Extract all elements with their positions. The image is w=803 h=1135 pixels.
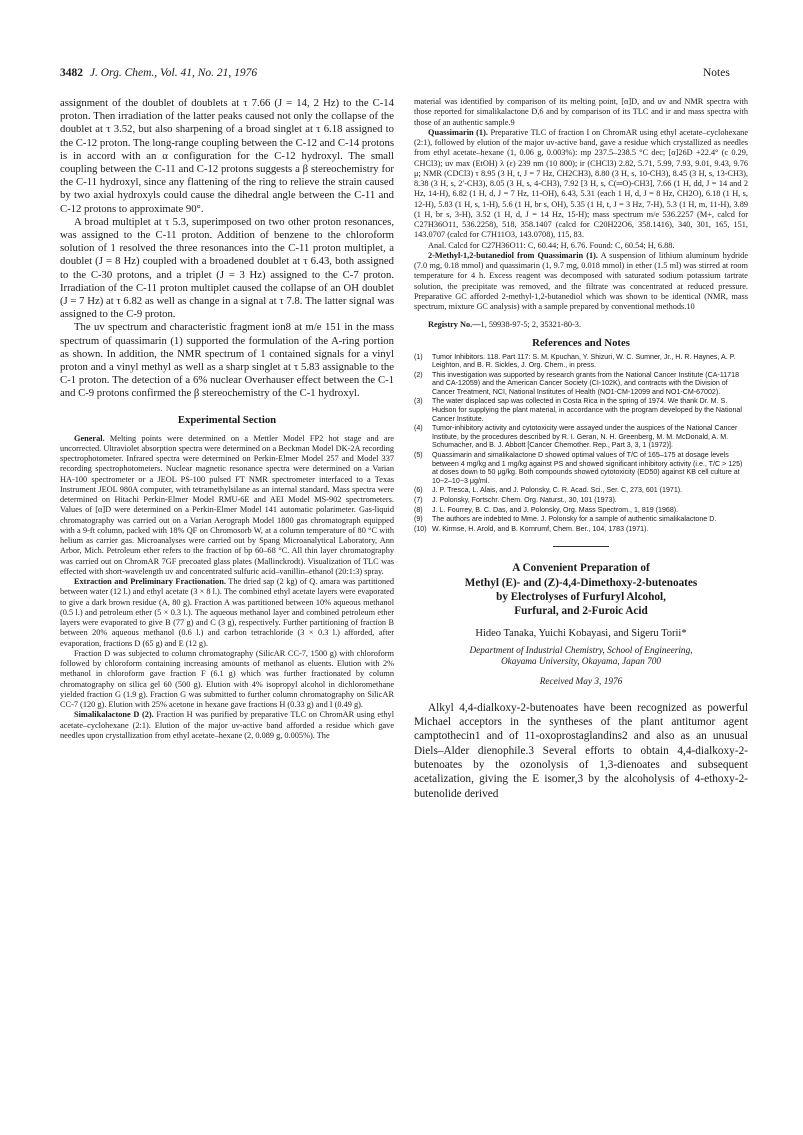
fraction-paragraph: Fraction D was subjected to column chromatography (SilicAR CC-7, 1500 g) with chloroform followed by chloroform containing increasing amounts of methanol as eluents. Elution with 2% methanol in chloroform gave fraction F (6.1 g) which was further fractionated by column chromatography on silica gel 60 (500 g). Elution with 4% isopropyl alcohol in dichloromethane yielded fraction G (1.9 g). Fraction G was submitted to further column chromatography on SilicAR CC-7 (120 g). Elution with 25% acetone in hexane gave fractions H (0.33 g) and I (0.49 g). [60,648,394,710]
page-number: 3482 [60,67,83,79]
reference-item [414,515,748,524]
section-divider [553,546,609,547]
reference-item [414,496,748,505]
reference-item [414,353,748,370]
reference-item [414,506,748,515]
body-paragraph: A broad multiplet at τ 5.3, superimposed on two other proton resonances, was assigned to the C-11 proton. Addition of benzene to the chloroform solution of 1 resolved the three resonances into the C-11 proton multiplet, a doublet (J = 8 Hz) coupled with a broadened doublet at τ 6.43, both assigned to the C-30 protons, and a triplet (J = 3 Hz) assigned to the C-7 proton. Irradiation of the C-11 proton multiplet caused the collapse of an OH doublet (J = 7 Hz) at τ 6.82 as well as change in a signal at τ 7.8. The latter signal was assigned to the C-9 proton. [60,215,394,321]
reference-number: (6) [414,486,423,495]
quassimarin-paragraph [414,128,748,241]
registry-label: Registry No.— [428,320,481,330]
article-title [414,561,748,618]
reference-item [414,486,748,495]
paragraph-text: Fraction H was purified by preparative TLC on ChromAR using ethyl acetate–cyclohexane (2:1). Elution of the major uv-active band afforded a residue which gave needles upon crystallization from ethyl acetate–hexane (2, 0.089 g, 0.005%). The [60,710,395,740]
journal-citation: J. Org. Chem., Vol. 41, No. 21, 1976 [89,67,258,79]
reference-item [414,525,748,534]
article-authors: Hideo Tanaka, Yuichi Kobayasi, and Sigeru Torii* [475,627,687,639]
paragraph-label: 2-Methyl-1,2-butanediol from Quassimarin (1). [428,250,599,260]
reference-number: (9) [414,515,423,524]
references-heading: References and Notes [532,336,630,349]
general-paragraph [60,434,394,578]
article-affiliation [414,646,748,669]
reference-list [414,353,748,534]
reference-text: J. L. Fourrey, B. C. Das, and J. Polonsky, Org. Mass Spectrom., 1, 819 (1968). [432,505,679,514]
simalikalactone-paragraph [60,710,394,741]
affiliation-line: Okayama University, Okayama, Japan 700 [500,657,662,668]
reference-item [414,424,748,450]
title-line: A Convenient Preparation of [512,562,650,575]
reference-number: (3) [414,397,423,406]
experimental-heading: Experimental Section [177,413,277,426]
title-line: Furfural, and 2-Furoic Acid [514,605,648,618]
left-column [60,97,394,741]
reference-text: J. P. Tresca, L. Alais, and J. Polonsky, C. R. Acad. Sci., Ser. C, 273, 601 (1971). [432,486,683,495]
reference-text: The authors are indebted to Mme. J. Polonsky for a sample of authentic simalikalactone D. [432,515,717,524]
title-line: Methyl (E)- and (Z)-4,4-Dimethoxy-2-butenoates [464,576,698,589]
title-line: by Electrolyses of Furfuryl Alcohol, [496,590,666,603]
paragraph-label: General. [74,433,105,443]
paragraph-text: The dried sap (2 kg) of Q. amara was partitioned between water (12 l.) and ethyl acetate (3 × 8 l.). The combined ethyl acetate layers were evaporated to give a dark brown residue (A, 80 g). Fraction A was partitioned between 10% aqueous methanol (0.5 l.) and petroleum ether (5 × 0.3 l.). The aqueous methanol layer and combined petroleum ether layers were evaporated to give B (77 g) and C (3 g), respectively. Further partitioning of fraction B between 20% aqueous methanol (0.6 l.) and carbon tetrachloride (3 × 0.3 l.) afforded, after evaporation, fractions D (65 g) and E (12 g). [60,577,394,648]
reference-text: W. Kirmse, H. Arold, and B. Kornrumf, Chem. Ber., 104, 1783 (1971). [432,524,649,533]
extraction-paragraph [60,577,394,649]
reference-text: Tumor Inhibitors. 118. Part 117: S. M. Kpuchan, Y. Shizuri, W. C. Sumner, Jr., H. R. Haynes, A. P. Leighton, and B. R. Sickles, J. Org. Chem., in press. [432,352,736,370]
article-body: Alkyl 4,4-dialkoxy-2-butenoates have been recognized as powerful Michael acceptors in the syntheses of the plant antitumor agent camptothecin1 and of 11-oxoprostaglandins2 and also as an unusual Diels–Alder dienophile.3 Several efforts to obtain 4,4-dialkoxy-2-butenoates by the ozonolysis of 1,3-dienoates and subsequent acetalization, giving the E isomer,3 by the alcoholysis of 4-ethoxy-2-butenolide derived [414,701,748,800]
reference-text: J. Polonsky, Fortschr. Chem. Org. Naturst., 30, 101 (1973). [432,496,617,504]
reference-item [414,371,748,397]
anal-paragraph: Anal. Calcd for C27H36O11: C, 60.44; H, 6.76. Found: C, 60.54; H, 6.88. [428,240,675,250]
reference-number: (10) [414,524,427,533]
reference-number: (4) [414,424,423,433]
reference-number: (8) [414,505,423,514]
reference-text: Tumor-inhibitory activity and cytotoxicity were assayed under the auspices of the National Cancer Institute, by the procedures described by R. I. Geran, N. H. Greenberg, M. M. McDonald, A. M. Schumacher, and B. J. Abbott [Cancer Chemother. Rep., Part 3, 3, 1 (1972)]. [432,424,738,450]
reference-number: (2) [414,370,423,379]
registry-line [414,320,748,330]
section-label: Notes [703,67,730,79]
reference-text: This investigation was supported by research grants from the National Cancer Institute (CA-11718 and CA-12059) and the American Cancer Society (CI-102K), and contracts with the Division of Cancer Treatment, NCI, National Institutes of Health (NO1-CM-12099 and NO1-CM-67002). [432,370,740,396]
reference-item [414,451,748,485]
reference-number: (5) [414,451,423,460]
running-header [60,67,257,79]
registry-text: 1, 59938-97-5; 2, 35321-80-3. [480,320,582,330]
reference-number: (7) [414,496,423,504]
received-date: Received May 3, 1976 [539,676,623,687]
reference-item [414,397,748,423]
paragraph-text: A suspension of lithium aluminum hydride (7.0 mg, 0.18 mmol) and quassimarin (1, 9.7 mg, 0.018 mmol) in ether (1.5 ml) was stirred at room temperature for 4 h. Excess reagent was decomposed with saturated sodium potassium tartrate solution, the precipitate was removed, and the filtrate was concentrated at reduced pressure. Preparative GC afforded 2-methyl-1,2-butanediol which was shown to be identical (NMR, mass spectrum, mixture GC analysis) with a sample prepared by conventional methods.10 [414,250,748,311]
continued-paragraph: material was identified by comparison of its melting point, [α]D, and uv and NMR spectra with those reported for simalikalactone D,6 and by comparison of its TLC and ir and mass spectra with those of an authentic sample.9 [414,97,748,127]
affiliation-line: Department of Industrial Chemistry, School of Engineering, [469,645,693,656]
body-paragraph: assignment of the doublet of doublets at τ 7.66 (J = 14, 2 Hz) to the C-14 proton. Then irradiation of the latter peaks caused not only the collapse of the doublet at τ 3.52, but also sharpening of a broad singlet at τ 6.18 assigned to the C-12 proton. The long-range coupling between the C-12 and C-14 protons is in accord with an α configuration for the C-12 hydroxyl. The small coupling between the C-11 and C-12 protons suggests a β stereochemistry for the C-11 hydroxyl, since any flattening of the ring to relieve the strain caused by two axial hydroxyls could cause the dihedral angle between the C-11 and C-12 protons to approximate 90°. [60,97,394,215]
reference-number: (1) [414,352,423,361]
paragraph-label: Extraction and Preliminary Fractionation. [74,577,226,587]
paragraph-text: Preparative TLC of fraction I on ChromAR using ethyl acetate–cyclohexane (2:1), followed by elution of the major uv-active band, gave a residue which crystallized as needles from ethyl acetate–hexane (1, 0.06 g, 0.003%): mp 237.5–238.5 °C dec; [α]26D +22.4° (c 0.29, CHCl3); uv max (EtOH) λ (ε) 239 nm (10 800); ir (CHCl3) 2.82, 5.71, 5.99, 7.93, 9.01, 9.43, 9.76 μ; NMR (CDCl3) τ 8.95 (3 H, t, J = 7 Hz, CH2CH3), 8.80 (3 H, s, 10-CH3), 8.45 (3 H, s, 13-CH3), 8.38 (3 H, s, 2′-CH3), 8.05 (3 H, s, 4-CH3), 7.92 [3 H, s, C(═O)-CH3], 7.66 (1 H, dd, J = 14 and 2 Hz, 14-H), 6.82 (1 H, d, J = 7 Hz, 11-OH), 6.43, 5.31 (each 1 H, d, J = 8 Hz, CH2O), 6.18 (1 H, s, 12-H), 5.83 (1 H, s, 1-H), 5.6 (1 H, br s, OH), 5.35 (1 H, t, J = 3 Hz, 7-H), 5.3 (1 H, m, 11-H), 3.89 (1 H, br s, 3-H), 3.52 (1 H, d, J = 14 Hz, 15-H); mass spectrum m/e 536.2257 (M+, calcd for C27H36O11, 536.2258), 518, 358.1407 (calcd for C20H22O6, 358.1416), 340, 301, 165, 151, 143.0707 (calcd for C7H11O3, 143.0708), 115, 83. [414,127,749,240]
body-paragraph: The uv spectrum and characteristic fragment ion8 at m/e 151 in the mass spectrum of quassimarin (1) supported the formulation of the A-ring portion as shown. In addition, the NMR spectrum of 1 contained signals for a vinyl proton and a vinyl methyl as well as a sharp singlet at τ 5.83 assignable to the C-1 proton. The detection of a 6% nuclear Overhauser effect between the C-1 and C-9 protons confirmed the β stereochemistry of the C-1 hydroxyl. [60,321,394,400]
right-column [414,97,748,812]
paragraph-label: Simalikalactone D (2). [74,710,154,720]
paragraph-label: Quassimarin (1). [428,127,488,137]
paragraph-text: Melting points were determined on a Mettler Model FP2 hot stage and are uncorrected. Ultraviolet absorption spectra were determined on a Beckman Model DK-2A recording spectrophotometer. Infrared spectra were determined on Perkin-Elmer Model 257 and Model 337 recording spectrophotometers. Nuclear magnetic resonance spectra were determined on a Varian HA-100 spectrometer or a JEOL PS-100 pulsed FT NMR spectrometer interfaced to a Texas Instrument JEOL 980A computer, with tetramethylsilane as an internal standard. Mass spectra were determined on Hitachi Perkin-Elmer Model RMU-6E and AEI Model MS-902 spectrometers. Values of [α]D were determined on a Perkin-Elmer Model 141 automatic polarimeter. Gas-liquid chromatography was carried out on a Varian Aerograph Model 1800 gas chromatograph equipped with a 9-ft column, packed with 18% QF on Chromosorb W, at a column temperature of 80 °C with helium as carrier gas. Microanalyses were carried out by Spang Microanalytical Laboratory, Ann Arbor, Mich. Petroleum ether refers to the fraction of bp 60–68 °C. All thin layer chromatography was carried out on ChromAR 7GF precoated glass plates (Mallinckrodt). Visualization of TLC was effected with short-wavelength uv and concentrated sulfuric acid–vanillin–ethanol (20:1:3) spray. [60,433,394,576]
reference-text: The water displaced sap was collected in Costa Rica in the spring of 1974. We thank Dr. M. S. Hudson for supplying the plant material, in accordance with the program developed by the National Cancer Institute. [432,397,742,423]
reference-text: Quassimarin and simalikalactone D showed optimal values of T/C of 165–175 at dosage levels between 4 mg/kg and 1 mg/kg against PS and showed significant inhibitory activity (i.e., T/C > 125) at doses down to 50 μg/kg. Both compounds showed cytotoxicity (ED50) against KB cell culture at 10−2–10−3 μg/ml. [432,451,743,485]
methyl-paragraph [414,251,748,313]
